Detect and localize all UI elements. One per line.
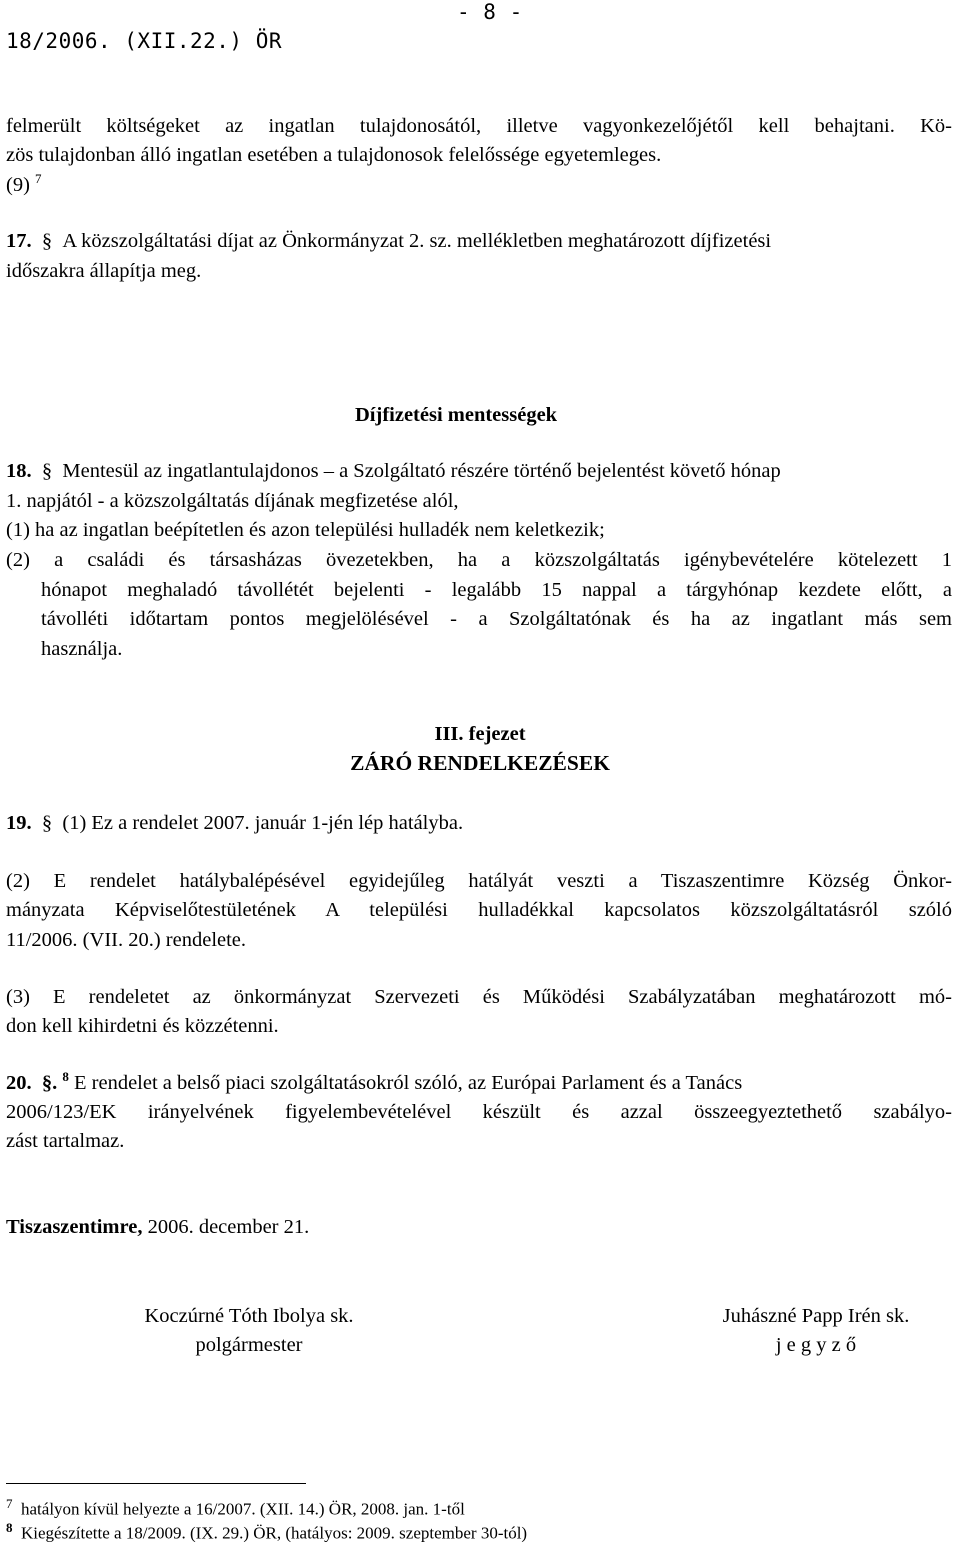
footnote-separator (6, 1483, 306, 1484)
section-19-para-3-line-1: (3) E rendeletet az önkormányzat Szervezeti és Működési Szabályzatában meghatározott mó- (6, 986, 952, 1008)
section-18-item-2-line-4: használja. (41, 638, 123, 660)
page-number: - 8 - (457, 0, 523, 24)
section-18-item-2-line-3: távolléti időtartam pontos megjelölésével - a Szolgáltatónak és ha az ingatlant más sem (41, 608, 952, 630)
mayor-name: Koczúrné Tóth Ibolya sk. (144, 1305, 354, 1327)
section-18-item-2-line-1: (2) a családi és társasházas övezetekben, ha a közszolgáltatás igénybevételére kötelezett 1 (6, 549, 952, 571)
footnote-ref-7[interactable]: 7 (35, 171, 42, 187)
section-20-number: 20. (6, 1072, 32, 1094)
footnote-7 (6, 1497, 465, 1518)
intro-line-1: felmerült költségeket az ingatlan tulajdonosától, illetve vagyonkezelőjétől kell behajtani. Kö- (6, 115, 952, 137)
section-19-para-2-line-2: mányzata Képviselőtestületének A települési hulladékkal kapcsolatos közszolgáltatásról szóló (6, 899, 952, 921)
section-20-text: E rendelet a belső piaci szolgáltatásokról szóló, az Európai Parlament és a Tanács (74, 1072, 743, 1094)
footnote-7-marker: 7 (6, 1496, 13, 1511)
section-sign: § (41, 230, 53, 252)
footnote-ref-8[interactable]: 8 (62, 1069, 69, 1085)
document-id: 18/2006. (XII.22.) ÖR (6, 29, 283, 53)
section-18-text: Mentesül az ingatlantulajdonos – a Szolgáltató részére történő bejelentést követő hónap (62, 460, 781, 482)
section-18-item-2-line-2: hónapot meghaladó távollétét bejelenti - legalább 15 nappal a tárgyhónap kezdete előtt, a (41, 579, 952, 601)
section-18-line-2: 1. napjától - a közszolgáltatás díjának megfizetése alól, (6, 490, 459, 512)
section-17-text: A közszolgáltatási díjat az Önkormányzat 2. sz. mellékletben meghatározott díjfizetési (62, 230, 772, 252)
section-19-para-3-line-2: don kell kihirdetni és közzétenni. (6, 1015, 279, 1037)
section-17-number: 17. (6, 230, 32, 252)
intro-line-2: zös tulajdonban álló ingatlan esetében a tulajdonosok felelőssége egyetemleges. (6, 144, 662, 166)
section-sign: §. (41, 1072, 58, 1094)
chapter-number: III. fejezet (434, 723, 526, 745)
section-19-para-1-text: (1) Ez a rendelet 2007. január 1-jén lép hatályba. (62, 812, 464, 834)
footnote-7-text: hatályon kívül helyezte a 16/2007. (XII. 14.) ÖR, 2008. jan. 1-től (21, 1499, 465, 1519)
footnote-8 (6, 1521, 527, 1542)
section-sign: § (41, 812, 53, 834)
section-20-line-1 (6, 1069, 952, 1094)
paragraph-9-label: (9) (6, 174, 30, 196)
place-date (6, 1217, 309, 1238)
section-20-line-2: 2006/123/EK irányelvének figyelembevételével készült és azzal összeegyeztethető szabályo- (6, 1101, 952, 1123)
section-sign: § (41, 460, 53, 482)
section-19-para-1 (6, 813, 463, 834)
section-17-line-1 (6, 231, 952, 252)
section-19-para-2-line-1: (2) E rendelet hatálybalépésével egyidejűleg hatályát veszti a Tiszaszentimre Község Önkor- (6, 870, 952, 892)
paragraph-9 (6, 171, 42, 196)
section-18-number: 18. (6, 460, 32, 482)
notary-title: j e g y z ő (775, 1334, 857, 1356)
section-18-item-1: (1) ha az ingatlan beépítetlen és azon települési hulladék nem keletkezik; (6, 519, 605, 541)
footnote-8-text: Kiegészítette a 18/2009. (IX. 29.) ÖR, (hatályos: 2009. szeptember 30-tól) (21, 1523, 528, 1543)
notary-name: Juhászné Papp Irén sk. (722, 1305, 910, 1327)
mayor-title: polgármester (195, 1334, 303, 1356)
heading-exemptions: Díjfizetési mentességek (355, 404, 558, 426)
footnote-8-marker: 8 (6, 1520, 13, 1535)
section-18-line-1 (6, 461, 781, 482)
place: Tiszaszentimre, (6, 1216, 143, 1238)
section-19-para-2-line-3: 11/2006. (VII. 20.) rendelete. (6, 929, 247, 951)
section-19-number: 19. (6, 812, 32, 834)
section-20-line-3: zást tartalmaz. (6, 1130, 125, 1152)
section-17-line-2: időszakra állapítja meg. (6, 260, 202, 282)
chapter-title: ZÁRÓ RENDELKEZÉSEK (350, 751, 610, 775)
date: 2006. december 21. (142, 1216, 310, 1238)
